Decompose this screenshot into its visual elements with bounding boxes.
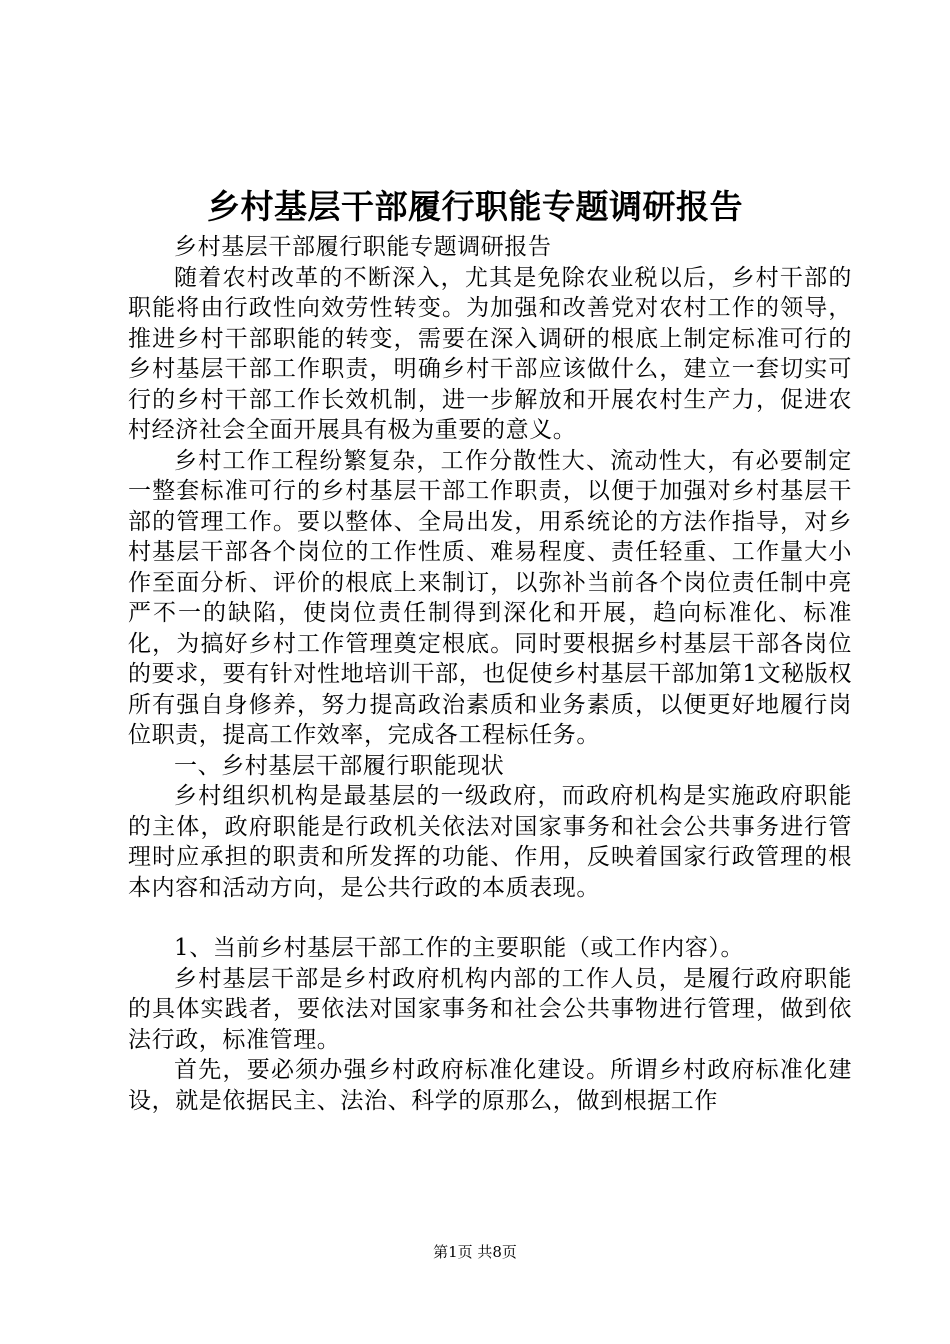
section-heading: 一、乡村基层干部履行职能现状 bbox=[174, 752, 505, 779]
document-title: 乡村基层干部履行职能专题调研报告 bbox=[207, 187, 743, 226]
subsection-heading: 1、当前乡村基层干部工作的主要职能（或工作内容）。 bbox=[174, 935, 745, 961]
paragraph-spacer bbox=[128, 903, 852, 933]
body-paragraph: 首先，要必须办强乡村政府标准化建设。所谓乡村政府标准化建设，就是依据民主、法治、科学的原那么，做到根据工作 bbox=[128, 1057, 852, 1114]
subtitle-paragraph: 乡村基层干部履行职能专题调研报告 bbox=[174, 234, 552, 260]
document-body bbox=[128, 232, 852, 1116]
body-paragraph: 乡村工作工程纷繁复杂，工作分散性大、流动性大，有必要制定一整套标准可行的乡村基层干部工作职责，以便于加强对乡村基层干部的管理工作。要以整体、全局出发，用系统论的方法作指导，对乡村基层干部各个岗位的工作性质、难易程度、责任轻重、工作量大小作至面分析、评价的根底上来制订，以弥补当前各个岗位责任制中亮严不一的缺陷，使岗位责任制得到深化和开展，趋向标准化、标准化，为搞好乡村工作管理奠定根底。同时要根据乡村基层干部各岗位的要求，要有针对性地培训干部，也促使乡村基层干部加第1文秘版权所有强自身修养，努力提高政治素质和业务素质，以便更好地履行岗位职责，提高工作效率，完成各工程标任务。 bbox=[128, 447, 852, 748]
body-paragraph: 乡村组织机构是最基层的一级政府，而政府机构是实施政府职能的主体，政府职能是行政机关依法对国家事务和社会公共事务进行管理时应承担的职责和所发挥的功能、作用，反映着国家行政管理的根本内容和活动方向，是公共行政的本质表现。 bbox=[128, 783, 852, 901]
intro-paragraph: 随着农村改革的不断深入，尤其是免除农业税以后，乡村干部的职能将由行政性向效劳性转变。为加强和改善党对农村工作的领导，推进乡村干部职能的转变，需要在深入调研的根底上制定标准可行的乡村基层干部工作职责，明确乡村干部应该做什么，建立一套切实可行的乡村干部工作长效机制，进一步解放和开展农村生产力，促进农村经济社会全面开展具有极为重要的意义。 bbox=[128, 264, 852, 443]
body-paragraph: 乡村基层干部是乡村政府机构内部的工作人员，是履行政府职能的具体实践者，要依法对国家事务和社会公共事物进行管理，做到依法行政，标准管理。 bbox=[128, 965, 852, 1053]
page-footer: 第1页 共8页 bbox=[433, 1243, 517, 1261]
